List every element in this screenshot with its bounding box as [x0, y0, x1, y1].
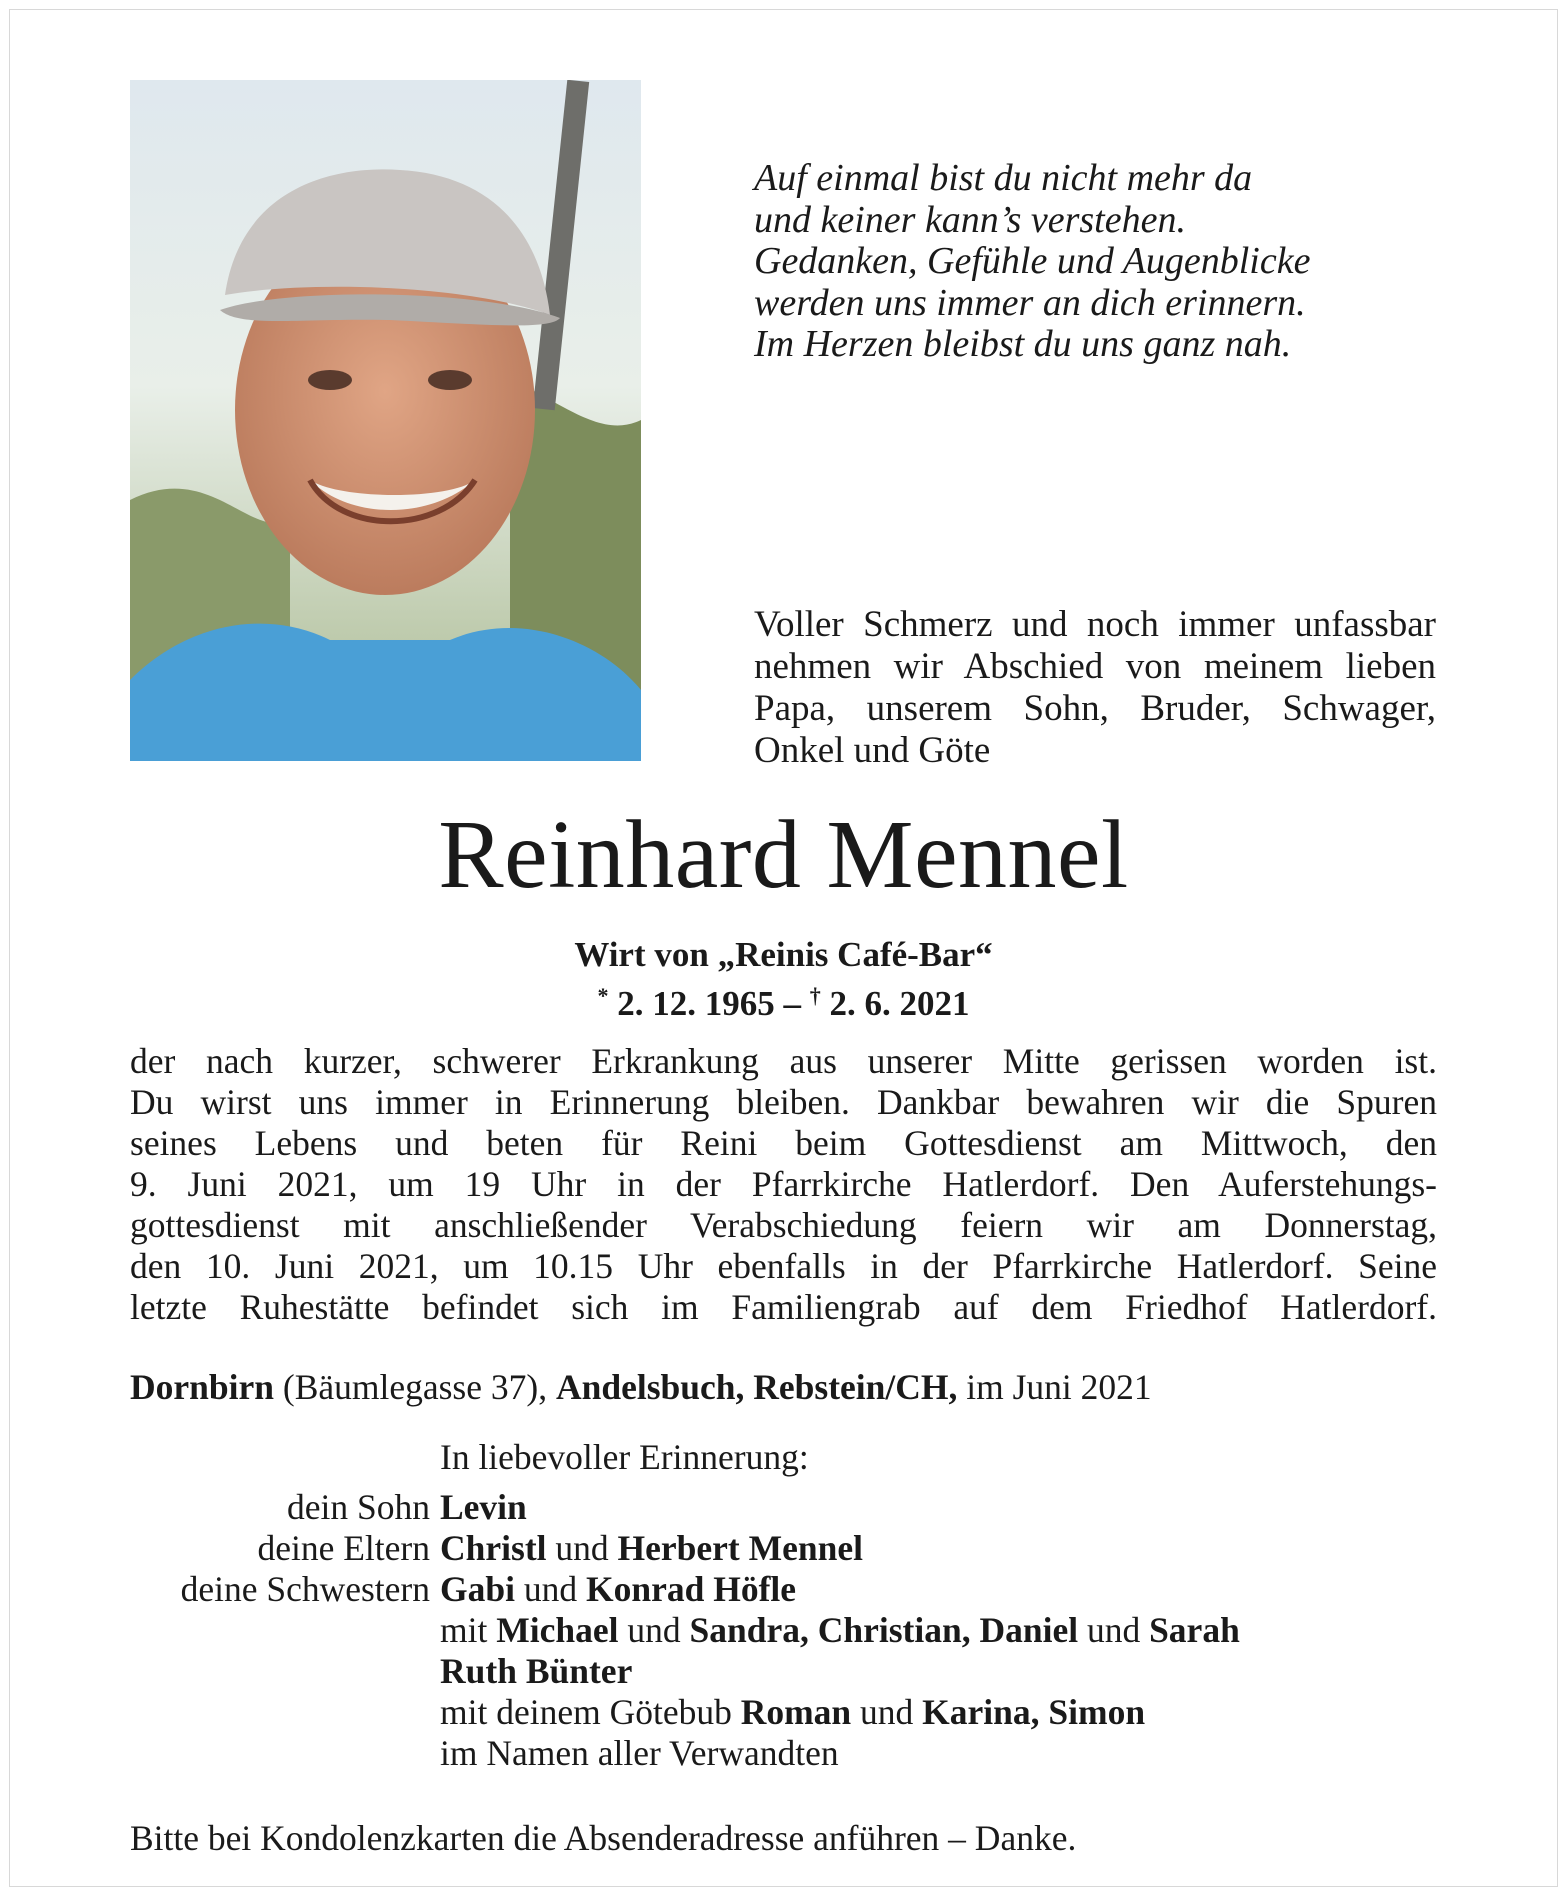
mourner-closing: im Namen aller Verwandten [440, 1733, 839, 1773]
mourner-name: Ruth Bünter [440, 1651, 633, 1691]
mourner-name: Sarah [1149, 1610, 1240, 1650]
death-date: 2. 6. 2021 [829, 984, 970, 1023]
mourner-conjunction: und [860, 1692, 914, 1732]
mourner-row [130, 1651, 1450, 1692]
mourner-row [130, 1487, 1450, 1528]
place-line [130, 1367, 1437, 1408]
deceased-name: Reinhard Mennel [438, 801, 1129, 909]
mourner-conjunction: und [555, 1528, 609, 1568]
mourner-row [130, 1528, 1450, 1569]
mourner-name: Herbert Mennel [617, 1528, 863, 1568]
mourner-row [130, 1733, 1450, 1774]
role-line: Wirt von „Reinis Café-Bar“ [574, 935, 993, 974]
birth-date: 2. 12. 1965 [617, 984, 775, 1023]
mourner-prefix: mit [440, 1610, 488, 1650]
mourner-relation: dein Sohn [287, 1487, 430, 1527]
place-address: (Bäumlegasse 37), [282, 1367, 548, 1407]
body-line: gottesdienst mit anschließender Verabschiedung feiern wir am Donnerstag, [130, 1205, 1437, 1245]
mourner-name: Gabi [440, 1569, 515, 1609]
mourner-name: Karina, Simon [922, 1692, 1146, 1732]
mourner-name: Levin [440, 1487, 527, 1527]
poem-line: Gedanken, Gefühle und Augenblicke [754, 240, 1311, 282]
death-symbol: † [809, 983, 821, 1008]
body-line: seines Lebens und beten für Reini beim Gottesdienst am Mittwoch, den [130, 1123, 1437, 1163]
memory-line: In liebevoller Erinnerung: [440, 1437, 809, 1477]
mourner-name: Christl [440, 1528, 547, 1568]
body-line: 9. Juni 2021, um 19 Uhr in der Pfarrkirche Hatlerdorf. Den Auferstehungs- [130, 1164, 1437, 1204]
mourner-conjunction: und [523, 1569, 578, 1609]
poem-line: Auf einmal bist du nicht mehr da [754, 157, 1253, 199]
mourner-prefix: mit deinem Götebub [440, 1692, 732, 1732]
mourner-relation: deine Eltern [257, 1528, 430, 1568]
place-others: Andelsbuch, Rebstein/CH, [555, 1367, 958, 1407]
mourner-conjunction: und [1086, 1610, 1141, 1650]
portrait-photo [130, 80, 641, 761]
mourner-name: Michael [496, 1610, 619, 1650]
poem-line: Im Herzen bleibst du uns ganz nah. [754, 323, 1292, 365]
mourner-conjunction: und [627, 1610, 681, 1650]
body-line: Du wirst uns immer in Erinnerung bleiben. Dankbar bewahren wir die Spuren [130, 1082, 1437, 1122]
mourner-row [130, 1692, 1450, 1733]
body-text [130, 1041, 1437, 1328]
intro-text: Voller Schmerz und noch immer unfassbar nehmen wir Abschied von meinem lieben Papa, unserem Sohn, Bruder, Schwager, Onkel und Göte [754, 604, 1436, 771]
poem-line: und keiner kann’s verstehen. [754, 198, 1186, 241]
mourner-row [130, 1610, 1450, 1651]
mourners-list [130, 1487, 1450, 1774]
mourner-name: Roman [740, 1692, 852, 1732]
life-dates [0, 976, 1567, 1024]
footer-note: Bitte bei Kondolenzkarten die Absenderadresse anführen – Danke. [130, 1818, 1077, 1858]
mourner-row [130, 1569, 1450, 1610]
mourner-relation: deine Schwestern [180, 1569, 430, 1609]
body-line: letzte Ruhestätte befindet sich im Familiengrab auf dem Friedhof Hatlerdorf. [130, 1287, 1437, 1327]
poem [754, 158, 1474, 366]
mourner-name: Konrad Höfle [585, 1569, 797, 1609]
mourner-name: Sandra, Christian, Daniel [689, 1610, 1079, 1650]
body-line: den 10. Juni 2021, um 10.15 Uhr ebenfalls in der Pfarrkirche Hatlerdorf. Seine [130, 1246, 1437, 1286]
date-separator: – [783, 984, 801, 1023]
place-city: Dornbirn [130, 1367, 274, 1407]
portrait-illustration [130, 80, 641, 761]
birth-symbol: * [597, 983, 609, 1008]
poem-line: werden uns immer an dich erinnern. [754, 281, 1306, 324]
place-date: im Juni 2021 [966, 1367, 1152, 1407]
body-line: der nach kurzer, schwerer Erkrankung aus unserer Mitte gerissen worden ist. [130, 1041, 1437, 1081]
